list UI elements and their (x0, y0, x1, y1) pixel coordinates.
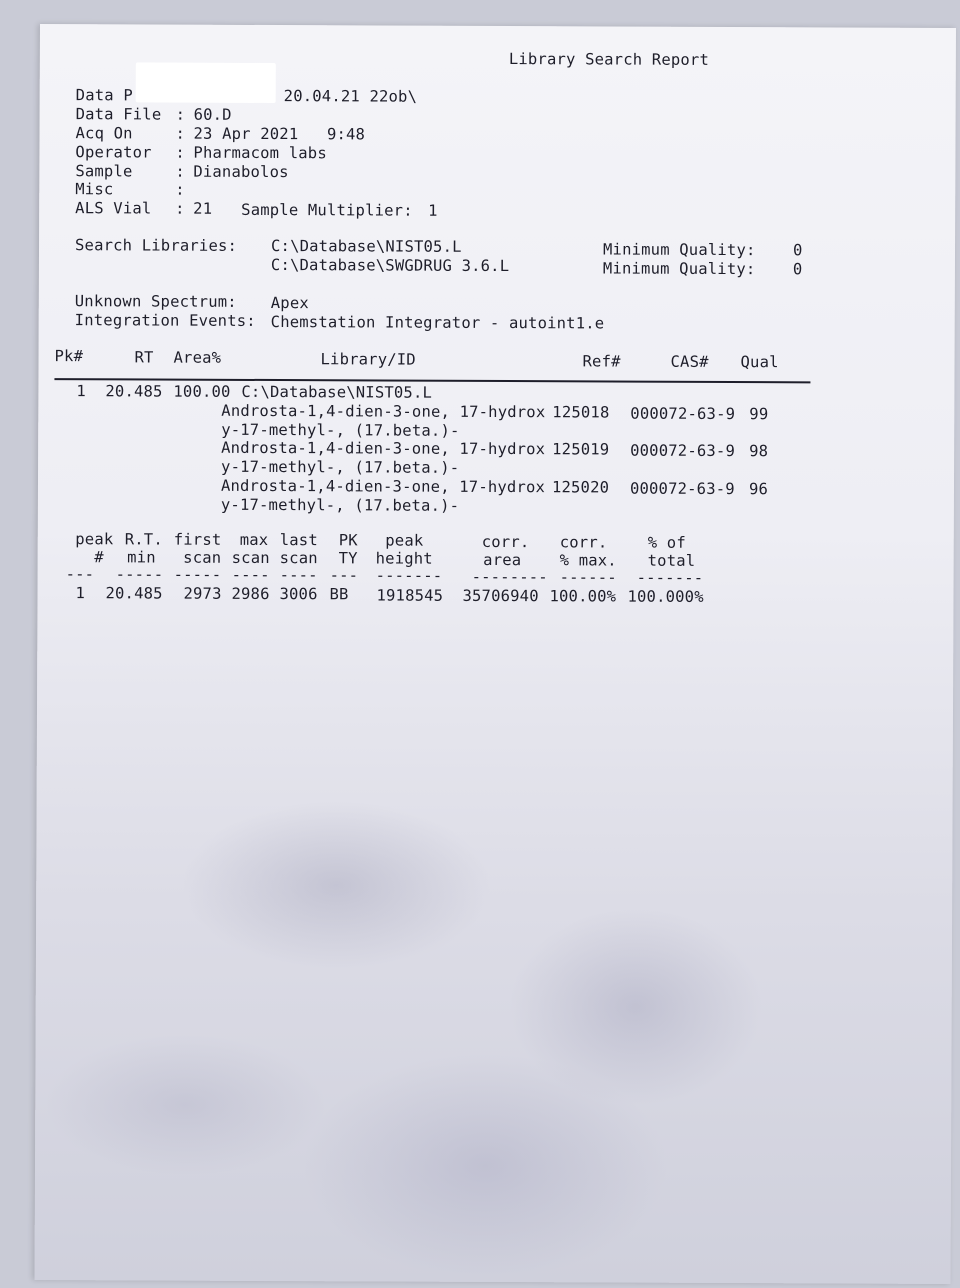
sample-multiplier-value: 1 (428, 201, 438, 220)
search-libraries-label: Search Libraries: (74, 236, 238, 255)
peak-table-cell: BB (329, 585, 349, 604)
hit-ref: 125020 (551, 478, 610, 497)
col-header-rt: RT (134, 348, 154, 367)
hit-ref: 125019 (552, 440, 610, 459)
colon: : (175, 199, 185, 218)
peak-table-header: corr. (559, 533, 608, 552)
library-path: C:\Database\NIST05.L (270, 237, 462, 256)
peak-table-cell: 35706940 (462, 586, 539, 606)
peak-table-header: peak (65, 530, 114, 549)
min-quality-label: Minimum Quality: (602, 240, 756, 260)
peak-table-divider: ---- (279, 566, 318, 585)
peak-table-divider: ------- (636, 568, 704, 587)
peak-table-cell: 3006 (279, 585, 318, 604)
peak-table-header: max (239, 530, 269, 550)
peak-table-cell: 20.485 (105, 584, 163, 603)
colon: : (175, 143, 186, 162)
peak-table-header: scan (173, 548, 222, 567)
hit-qual: 98 (749, 442, 769, 461)
peak-table-divider: ----- (115, 565, 164, 584)
sample-value: Dianabolos (193, 162, 289, 182)
peak-table-divider: --- (65, 565, 95, 584)
misc-label: Misc (75, 180, 114, 199)
peak-table-header: PK (338, 531, 358, 550)
peak-table-cell: 2986 (231, 584, 270, 604)
hit-cas: 000072-63-9 (629, 479, 735, 499)
peak-table-header: scan (231, 548, 270, 568)
peak-area: 100.00 (173, 382, 231, 401)
peak-table-divider: -------- (471, 567, 548, 587)
peak-table-cell: 100.00% (549, 587, 617, 606)
colon: : (175, 124, 186, 143)
peak-table-divider: --- (329, 566, 359, 585)
peak-table-header: TY (338, 549, 358, 568)
hit-cas: 000072-63-9 (630, 441, 736, 461)
hit-name-continued: y-17-methyl-, (17.beta.)- (221, 420, 460, 440)
col-header-ref: Ref# (582, 352, 621, 371)
min-quality-value: 0 (792, 260, 803, 279)
col-header-area: Area% (173, 348, 222, 367)
library-path: C:\Database\SWGDRUG 3.6.L (270, 256, 510, 276)
peak-table-header: area (473, 550, 522, 570)
hit-name-continued: y-17-methyl-, (17.beta.)- (221, 457, 460, 477)
peak-table-header: first (173, 530, 222, 549)
peak-table-divider: ----- (173, 565, 222, 584)
peak-rt: 20.485 (105, 382, 163, 401)
colon: : (175, 180, 185, 199)
redaction-box (136, 62, 276, 103)
peak-table-cell: 100.000% (627, 587, 704, 606)
hit-name-continued: y-17-methyl-, (17.beta.)- (220, 495, 460, 515)
col-header-cas: CAS# (670, 352, 709, 371)
col-header-qual: Qual (740, 353, 779, 372)
hit-cas: 000072-63-9 (630, 404, 736, 424)
paper-shadow (35, 684, 954, 1288)
peak-number: 1 (76, 382, 86, 401)
peak-table-cell: 2973 (183, 584, 222, 603)
als-vial-label: ALS Vial (75, 199, 152, 218)
min-quality-value: 0 (792, 241, 803, 260)
col-header-library: Library/ID (320, 350, 416, 369)
colon: : (175, 162, 185, 181)
peak-table-cell: 1 (75, 584, 86, 603)
peak-table-header: corr. (481, 532, 530, 552)
peak-table-header: % max. (559, 551, 617, 570)
hit-qual: 99 (749, 405, 769, 424)
data-path-value: 20.04.21 22ob\ (283, 87, 418, 106)
hit-ref: 125018 (552, 403, 610, 422)
als-vial-value: 21 (193, 199, 213, 218)
data-path-label: Data P (75, 86, 133, 105)
unknown-spectrum-label: Unknown Spectrum: (74, 292, 237, 311)
report-page (35, 24, 956, 1284)
colon: : (175, 105, 186, 124)
peak-table-header: scan (279, 549, 318, 568)
hit-name: Androsta-1,4-dien-3-one, 17-hydrox (220, 476, 546, 497)
integration-events-label: Integration Events: (74, 311, 256, 330)
operator-label: Operator (75, 143, 152, 162)
peak-table-divider: ---- (231, 565, 270, 585)
unknown-spectrum-value: Apex (270, 294, 309, 313)
acq-on-label: Acq On (75, 124, 133, 143)
peak-table-cell: 1918545 (376, 586, 444, 605)
peak-table-divider: ------- (375, 566, 443, 585)
peak-table-header: # (65, 548, 104, 567)
hit-name: Androsta-1,4-dien-3-one, 17-hydrox (221, 438, 546, 459)
peak-table-header: R.T. (124, 530, 163, 549)
sample-label: Sample (75, 162, 133, 181)
peak-table-header: height (375, 549, 433, 568)
peak-table-header: total (647, 551, 696, 570)
acq-on-value: 23 Apr 2021 9:48 (193, 124, 366, 144)
hit-qual: 96 (748, 480, 769, 499)
data-file-value: 60.D (193, 105, 232, 124)
peak-table-header: min (117, 548, 156, 567)
min-quality-label: Minimum Quality: (602, 259, 756, 279)
data-file-label: Data File (75, 105, 162, 124)
col-header-pk: Pk# (54, 347, 84, 366)
header-rule (54, 378, 810, 383)
hit-name: Androsta-1,4-dien-3-one, 17-hydrox (221, 401, 546, 422)
report-title: Library Search Report (508, 50, 710, 69)
operator-value: Pharmacom labs (193, 143, 327, 163)
integration-events-value: Chemstation Integrator - autoint1.e (270, 313, 605, 333)
peak-table-divider: ------ (559, 568, 617, 587)
peak-table-header: peak (375, 531, 424, 550)
sample-multiplier-label: Sample Multiplier: (241, 200, 413, 220)
peak-table-header: % of (647, 533, 686, 552)
peak-table-header: last (279, 531, 318, 550)
peak-library: C:\Database\NIST05.L (241, 382, 433, 402)
